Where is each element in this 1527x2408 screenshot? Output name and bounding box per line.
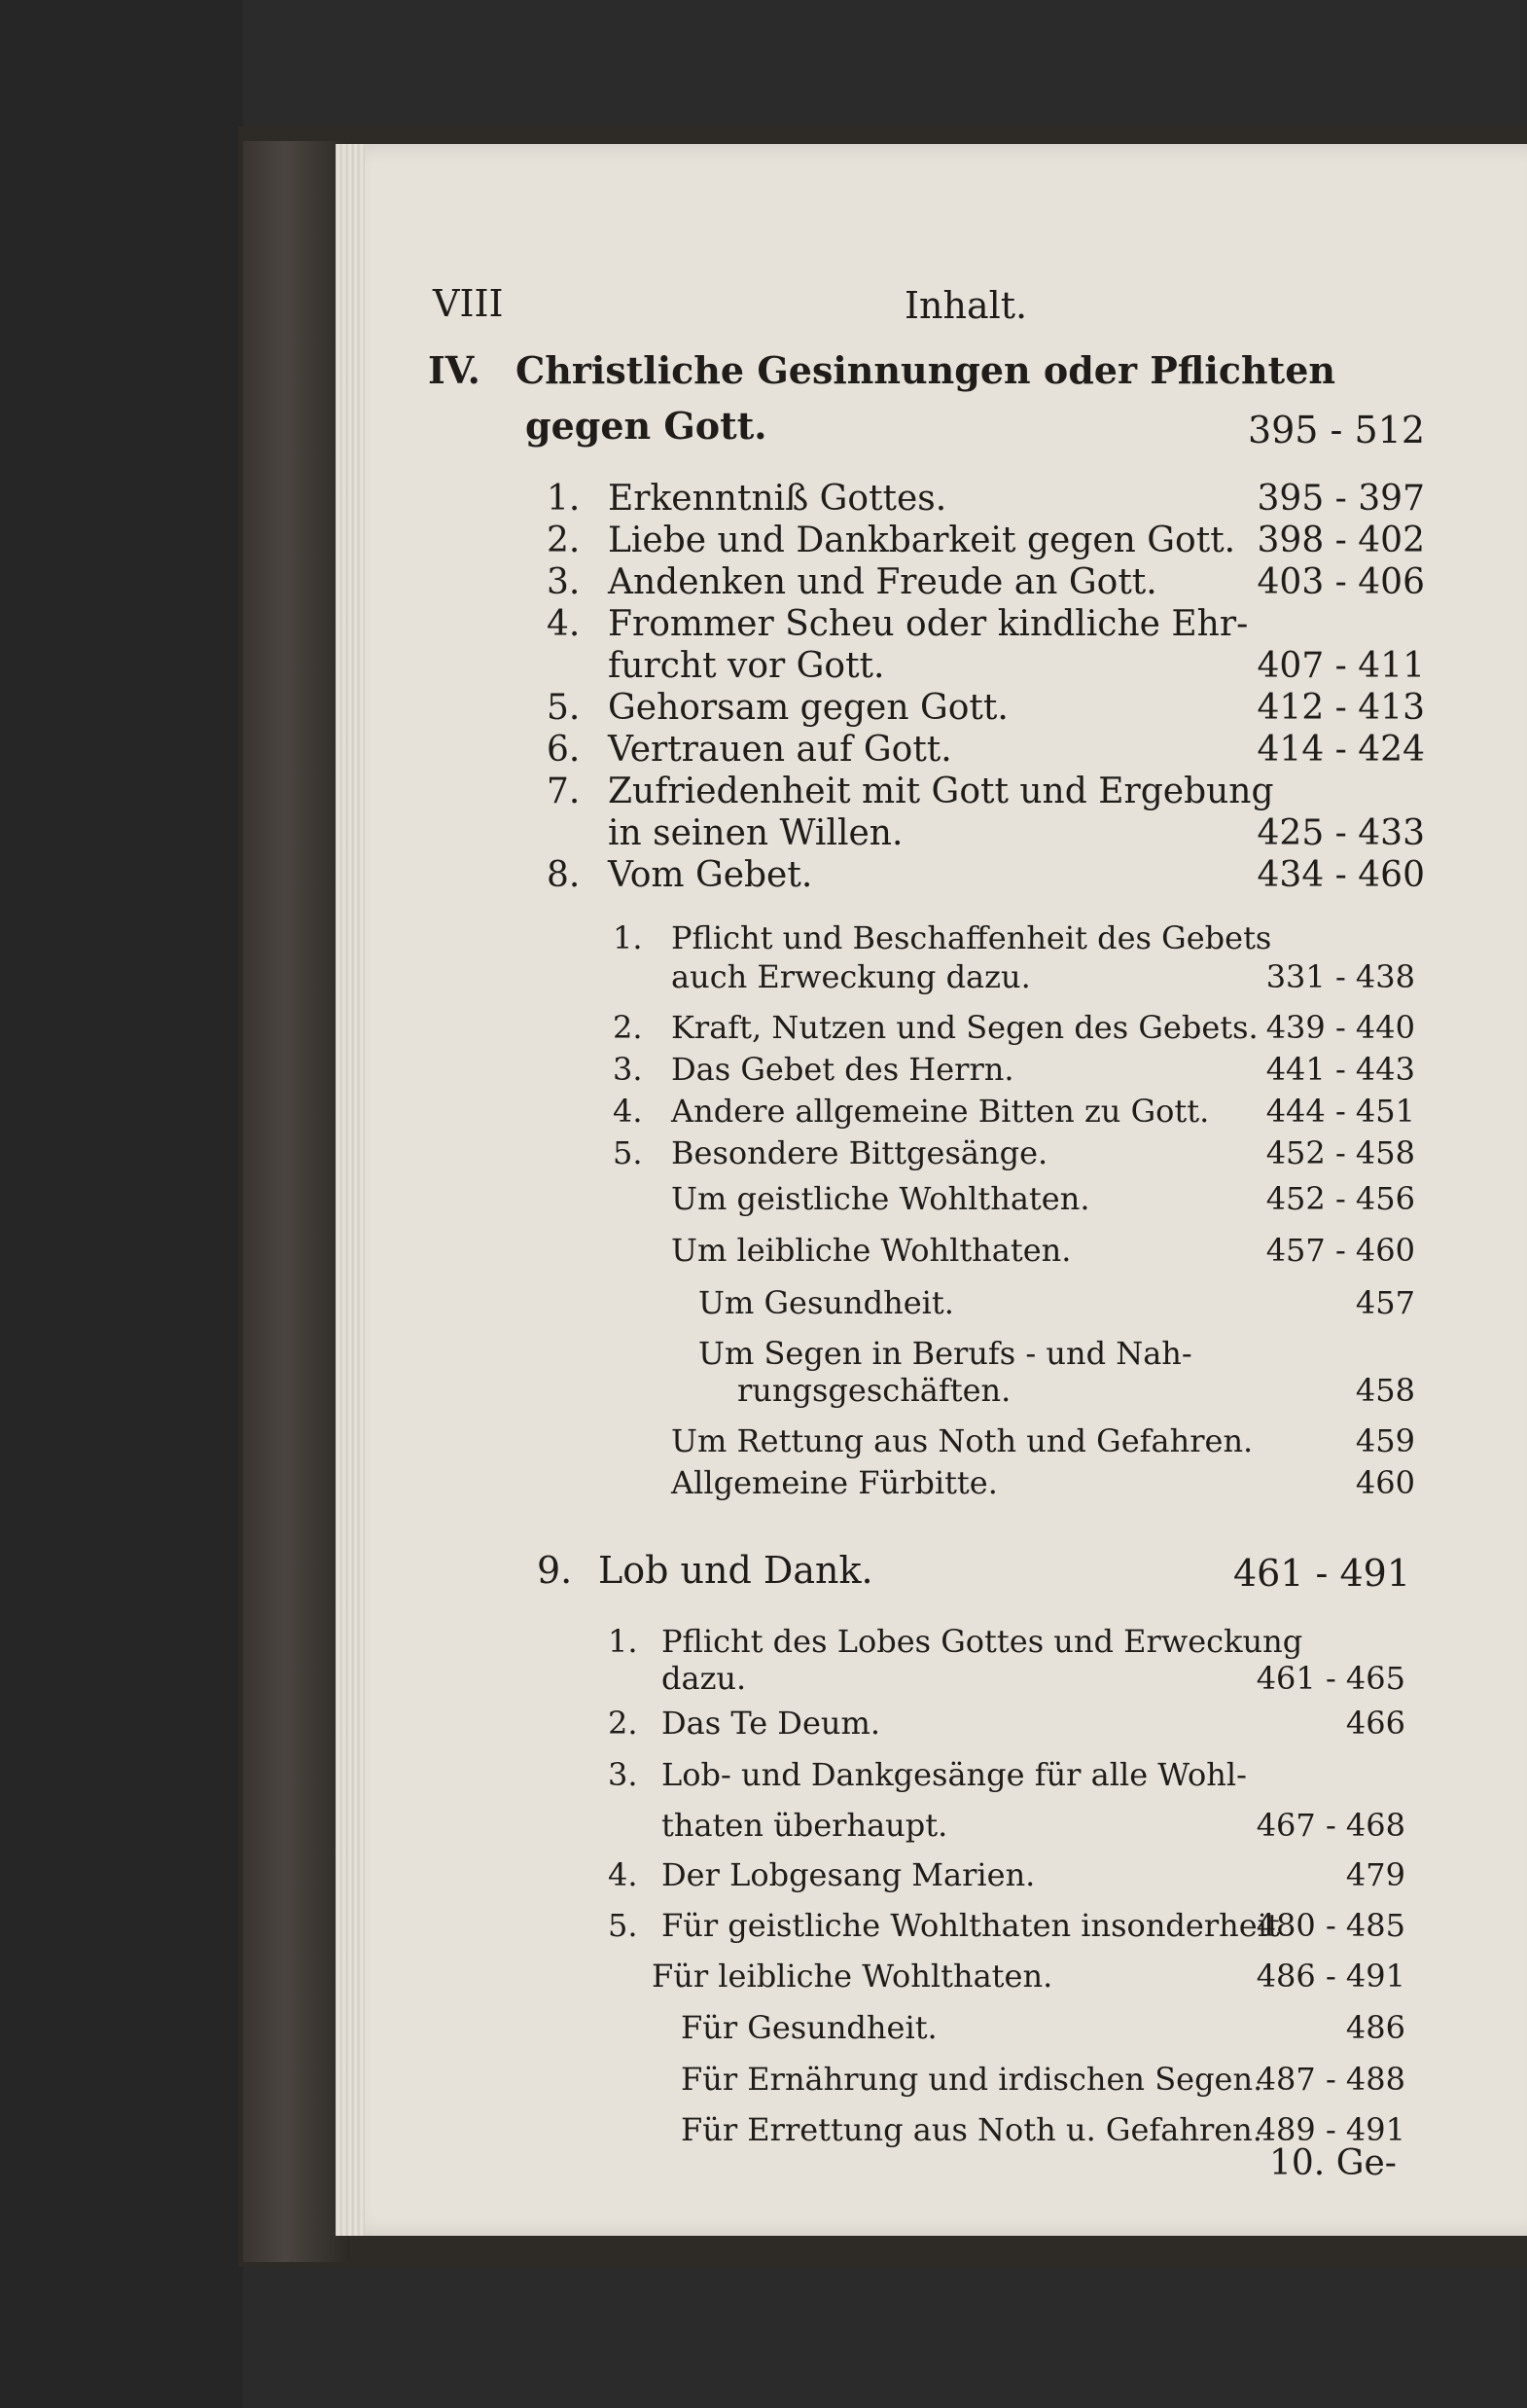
sub-entry-pages: 441 - 443 (1265, 1051, 1415, 1088)
sub-entry-line: Um geistliche Wohlthaten. (671, 1180, 1090, 1217)
sub-entry-pages: 439 - 440 (1265, 1009, 1415, 1046)
sub-entry-line: Lob- und Dankgesänge für alle Wohl- (661, 1756, 1247, 1793)
entry-number: 4. (547, 604, 581, 644)
entry-title-line: Vom Gebet. (608, 855, 813, 895)
sub-entry-pages: 459 (1355, 1422, 1415, 1459)
entry-pages: 398 - 402 (1257, 521, 1425, 560)
sub-entry-line: Das Te Deum. (661, 1705, 881, 1742)
entry-title-line: Lob und Dank. (598, 1549, 873, 1592)
entry-title-line: Gehorsam gegen Gott. (608, 688, 1009, 728)
sub-entry-line: Für leibliche Wohlthaten. (652, 1958, 1053, 1995)
entry-pages: 461 - 491 (1232, 1552, 1410, 1595)
section-title-line1: Christliche Gesinnungen oder Pflichten (515, 348, 1335, 392)
entry-pages: 412 - 413 (1257, 688, 1425, 728)
page-edge (336, 144, 365, 2236)
entry-number: 3. (547, 562, 581, 602)
entry-title-line: Liebe und Dankbarkeit gegen Gott. (608, 521, 1236, 560)
sub-entry-line: Allgemeine Fürbitte. (671, 1464, 998, 1501)
entry-pages: 434 - 460 (1257, 855, 1425, 895)
sub-entry-pages: 444 - 451 (1265, 1093, 1415, 1130)
entry-number: 7. (547, 772, 581, 811)
sub-entry-line: Das Gebet des Herrn. (671, 1051, 1014, 1088)
entry-pages: 395 - 397 (1257, 479, 1425, 519)
sub-entry-line: thaten überhaupt. (661, 1807, 948, 1844)
entry-pages: 425 - 433 (1257, 813, 1425, 853)
background-left (0, 0, 243, 2408)
entry-title-line: in seinen Willen. (608, 813, 904, 853)
entry-number: 5. (547, 688, 581, 728)
sub-entry-line: Kraft, Nutzen und Segen des Gebets. (671, 1009, 1259, 1046)
sub-entry-number: 1. (608, 1623, 638, 1660)
sub-entry-pages: 487 - 488 (1256, 2061, 1405, 2098)
sub-entry-number: 3. (608, 1756, 638, 1793)
sub-entry-number: 4. (613, 1093, 643, 1130)
sub-entry-line: Der Lobgesang Marien. (661, 1856, 1036, 1893)
sub-entry-number: 2. (613, 1009, 643, 1046)
sub-entry-line: Um Segen in Berufs - und Nah- (698, 1335, 1192, 1372)
sub-entry-number: 5. (613, 1134, 643, 1171)
entry-title-line: Erkenntniß Gottes. (608, 479, 947, 519)
sub-entry-line: Für geistliche Wohlthaten insonderheit (661, 1907, 1280, 1944)
sub-entry-line: Um leibliche Wohlthaten. (671, 1232, 1072, 1269)
entry-title-line: Vertrauen auf Gott. (608, 730, 952, 770)
sub-entry-line: Besondere Bittgesänge. (671, 1134, 1048, 1171)
sub-entry-line: dazu. (661, 1660, 747, 1697)
catchword: 10. Ge- (1269, 2143, 1397, 2183)
sub-entry-line: Um Gesundheit. (698, 1284, 954, 1321)
sub-entry-pages: 452 - 458 (1265, 1134, 1415, 1171)
sub-entry-number: 1. (613, 919, 643, 956)
entry-title-line: Zufriedenheit mit Gott und Ergebung (608, 772, 1274, 811)
sub-entry-pages: 458 (1355, 1372, 1415, 1409)
sub-entry-number: 3. (613, 1051, 643, 1088)
sub-entry-line: Pflicht des Lobes Gottes und Erweckung (661, 1623, 1303, 1660)
sub-entry-line: Für Ernährung und irdischen Segen. (681, 2061, 1263, 2098)
sub-entry-pages: 480 - 485 (1256, 1907, 1405, 1944)
page-title: Inhalt. (905, 284, 1028, 327)
book-spine (243, 141, 350, 2262)
section-title-line2: gegen Gott. (525, 404, 767, 448)
entry-number: 8. (547, 855, 581, 895)
sub-entry-pages: 486 (1345, 2009, 1405, 2046)
sub-entry-number: 5. (608, 1907, 638, 1944)
entry-title-line: Frommer Scheu oder kindliche Ehr- (608, 604, 1249, 644)
entry-title-line: furcht vor Gott. (608, 646, 885, 686)
page-number: VIII (433, 282, 504, 325)
entry-number: 2. (547, 521, 581, 560)
entry-pages: 403 - 406 (1257, 562, 1425, 602)
sub-entry-line: Pflicht und Beschaffenheit des Gebets (671, 919, 1272, 956)
sub-entry-pages: 457 (1355, 1284, 1415, 1321)
entry-title-line: Andenken und Freude an Gott. (608, 562, 1157, 602)
entry-number: 6. (547, 730, 581, 770)
sub-entry-pages: 457 - 460 (1265, 1232, 1415, 1269)
entry-pages: 414 - 424 (1257, 730, 1425, 770)
sub-entry-number: 4. (608, 1856, 638, 1893)
sub-entry-line: Für Errettung aus Noth u. Gefahren. (681, 2111, 1262, 2148)
entry-number: 9. (537, 1549, 573, 1592)
sub-entry-pages: 331 - 438 (1265, 958, 1415, 995)
sub-entry-pages: 489 - 491 (1256, 2111, 1405, 2148)
section-numeral: IV. (428, 348, 480, 392)
sub-entry-pages: 479 (1345, 1856, 1405, 1893)
sub-entry-pages: 466 (1345, 1705, 1405, 1742)
sub-entry-number: 2. (608, 1705, 638, 1742)
sub-entry-pages: 452 - 456 (1265, 1180, 1415, 1217)
entry-number: 1. (547, 479, 581, 519)
sub-entry-pages: 461 - 465 (1256, 1660, 1405, 1697)
entry-pages: 407 - 411 (1257, 646, 1425, 686)
sub-entry-pages: 467 - 468 (1256, 1807, 1405, 1844)
sub-entry-pages: 486 - 491 (1256, 1958, 1405, 1995)
sub-entry-line: Für Gesundheit. (681, 2009, 938, 2046)
sub-entry-line: Andere allgemeine Bitten zu Gott. (671, 1093, 1210, 1130)
sub-entry-line: rungsgeschäften. (737, 1372, 1012, 1409)
sub-entry-pages: 460 (1355, 1464, 1415, 1501)
sub-entry-line: Um Rettung aus Noth und Gefahren. (671, 1422, 1254, 1459)
section-pages: 395 - 512 (1247, 409, 1425, 451)
sub-entry-line: auch Erweckung dazu. (671, 958, 1031, 995)
